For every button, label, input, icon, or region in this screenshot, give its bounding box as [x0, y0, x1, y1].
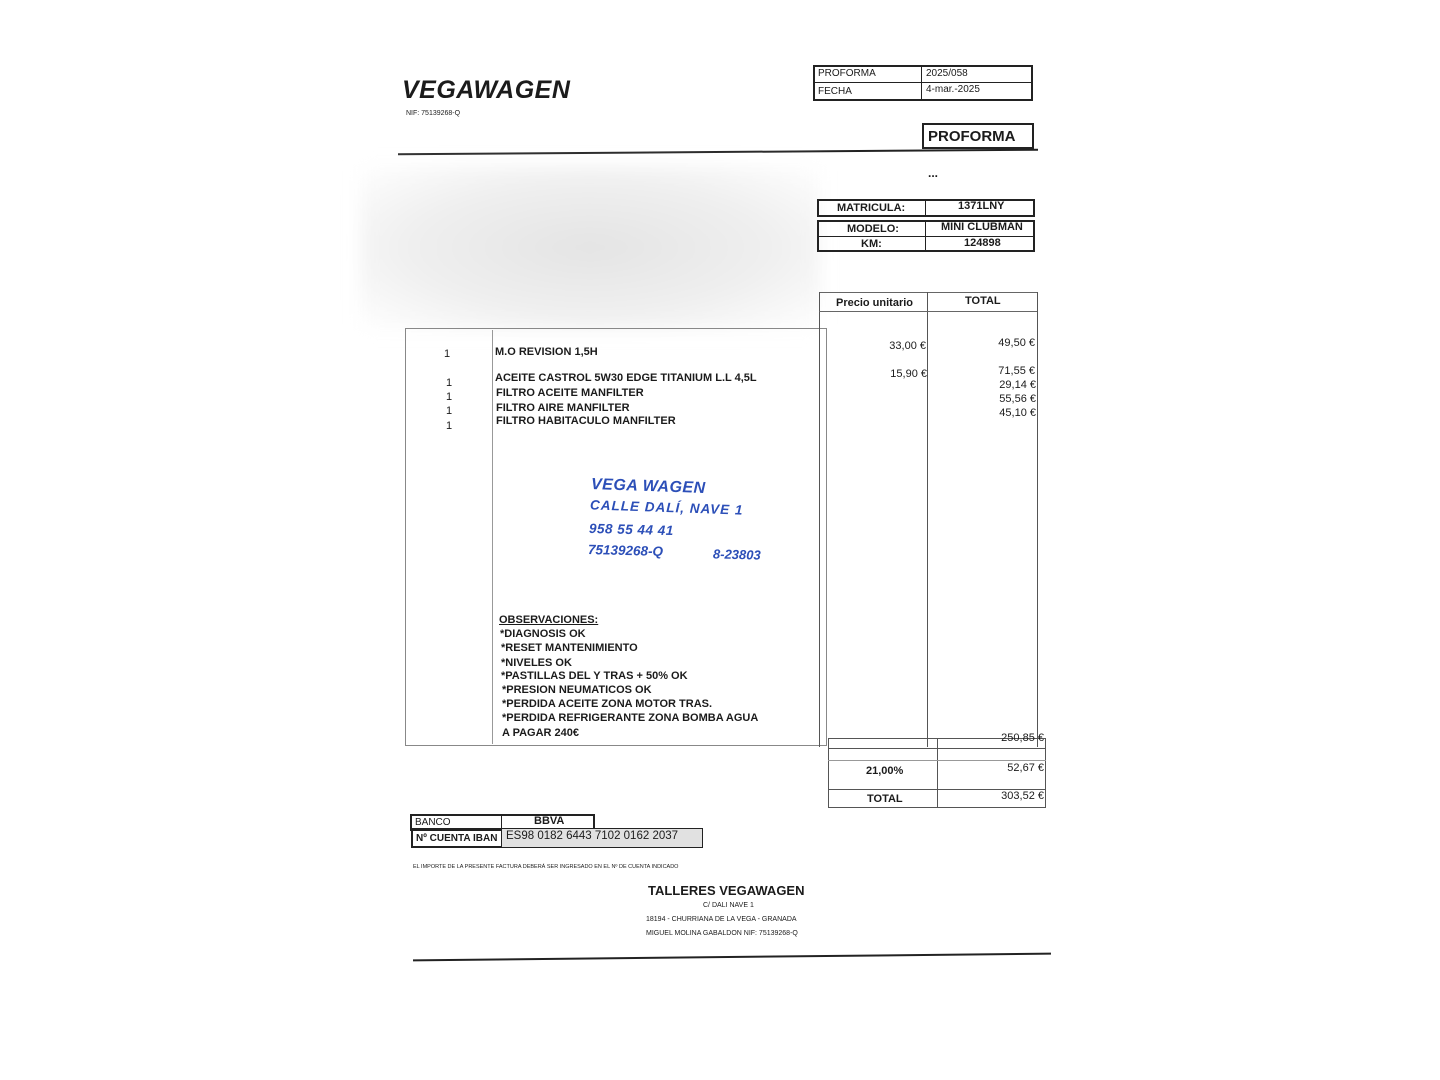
company-nif: NIF: 75139268-Q: [406, 110, 461, 117]
observation-item: *PERDIDA REFRIGERANTE ZONA BOMBA AGUA: [502, 712, 759, 724]
footer-address1: C/ DALI NAVE 1: [703, 902, 754, 909]
iban-label: Nº CUENTA IBAN: [416, 833, 498, 844]
stamp-phone: 958 55 44 41: [588, 520, 675, 539]
doc-number: 2025/058: [926, 68, 968, 79]
observation-item: *NIVELES OK: [501, 657, 572, 669]
footer-business: TALLERES VEGAWAGEN: [648, 883, 805, 898]
km-label: KM:: [861, 238, 882, 250]
footer-divider: [413, 953, 1051, 962]
line-desc: FILTRO AIRE MANFILTER: [496, 402, 630, 414]
observation-item: *RESET MANTENIMIENTO: [501, 642, 638, 654]
line-unit-price: 15,90 €: [890, 368, 927, 380]
plate-label: MATRICULA:: [837, 202, 906, 214]
stamp-nif: 75139268-Q: [587, 542, 664, 559]
payment-notice: EL IMPORTE DE LA PRESENTE FACTURA DEBERÁ SER INGRESADO EN EL Nº DE CUENTA INDICADO: [413, 864, 679, 870]
stamp-code: 8-23803: [712, 546, 761, 563]
bank-label: BANCO: [415, 817, 451, 828]
company-name: VEGAWAGEN: [402, 76, 571, 104]
doc-badge-label: PROFORMA: [928, 128, 1016, 145]
line-qty: 1: [444, 348, 451, 360]
observations-title: OBSERVACIONES:: [499, 614, 599, 626]
redacted-client-block: [360, 165, 820, 330]
iban-value: ES98 0182 6443 7102 0162 2037: [506, 830, 679, 842]
doc-type-label: PROFORMA: [818, 68, 876, 79]
header-dots: ...: [928, 166, 939, 180]
plate-value: 1371LNY: [958, 200, 1005, 212]
vat-rate: 21,00%: [866, 765, 904, 777]
date-label: FECHA: [818, 86, 852, 97]
stamp-name: VEGA WAGEN: [590, 476, 706, 497]
line-total: 49,50 €: [998, 337, 1035, 349]
footer-address2: 18194 - CHURRIANA DE LA VEGA - GRANADA: [646, 916, 797, 923]
observation-item: A PAGAR 240€: [502, 727, 580, 739]
line-total: 55,56 €: [999, 393, 1036, 405]
observation-item: *DIAGNOSIS OK: [500, 628, 586, 640]
header-divider: [398, 149, 1038, 155]
line-desc: FILTRO ACEITE MANFILTER: [496, 387, 644, 399]
total-label: TOTAL: [867, 793, 903, 805]
line-qty: 1: [446, 391, 453, 403]
date-value: 4-mar.-2025: [926, 84, 980, 95]
col-total: TOTAL: [965, 295, 1001, 307]
vat-amount: 52,67 €: [1007, 762, 1044, 774]
model-label: MODELO:: [847, 223, 899, 235]
footer-owner: MIGUEL MOLINA GABALDON NIF: 75139268-Q: [646, 930, 798, 937]
line-qty: 1: [446, 377, 453, 389]
stamp-address: CALLE DALÍ, NAVE 1: [589, 497, 744, 518]
line-total: 71,55 €: [998, 365, 1035, 377]
km-value: 124898: [964, 237, 1001, 249]
line-qty: 1: [446, 405, 453, 417]
line-desc: FILTRO HABITACULO MANFILTER: [496, 415, 676, 427]
line-desc: ACEITE CASTROL 5W30 EDGE TITANIUM L.L 4,5L: [495, 372, 757, 384]
col-unit-price: Precio unitario: [836, 297, 914, 309]
line-total: 29,14 €: [999, 379, 1036, 391]
line-unit-price: 33,00 €: [889, 340, 926, 352]
subtotal-value: 250,85 €: [1001, 732, 1044, 744]
total-value: 303,52 €: [1001, 790, 1044, 802]
line-qty: 1: [446, 420, 453, 432]
doc-badge: [922, 123, 1034, 149]
line-total: 45,10 €: [999, 407, 1036, 419]
model-value: MINI CLUBMAN: [941, 221, 1023, 233]
line-desc: M.O REVISION 1,5H: [495, 346, 598, 358]
bank-value: BBVA: [534, 815, 565, 827]
observation-item: *PRESION NEUMATICOS OK: [502, 684, 652, 696]
observation-item: *PERDIDA ACEITE ZONA MOTOR TRAS.: [502, 698, 713, 710]
observation-item: *PASTILLAS DEL Y TRAS + 50% OK: [501, 670, 688, 682]
